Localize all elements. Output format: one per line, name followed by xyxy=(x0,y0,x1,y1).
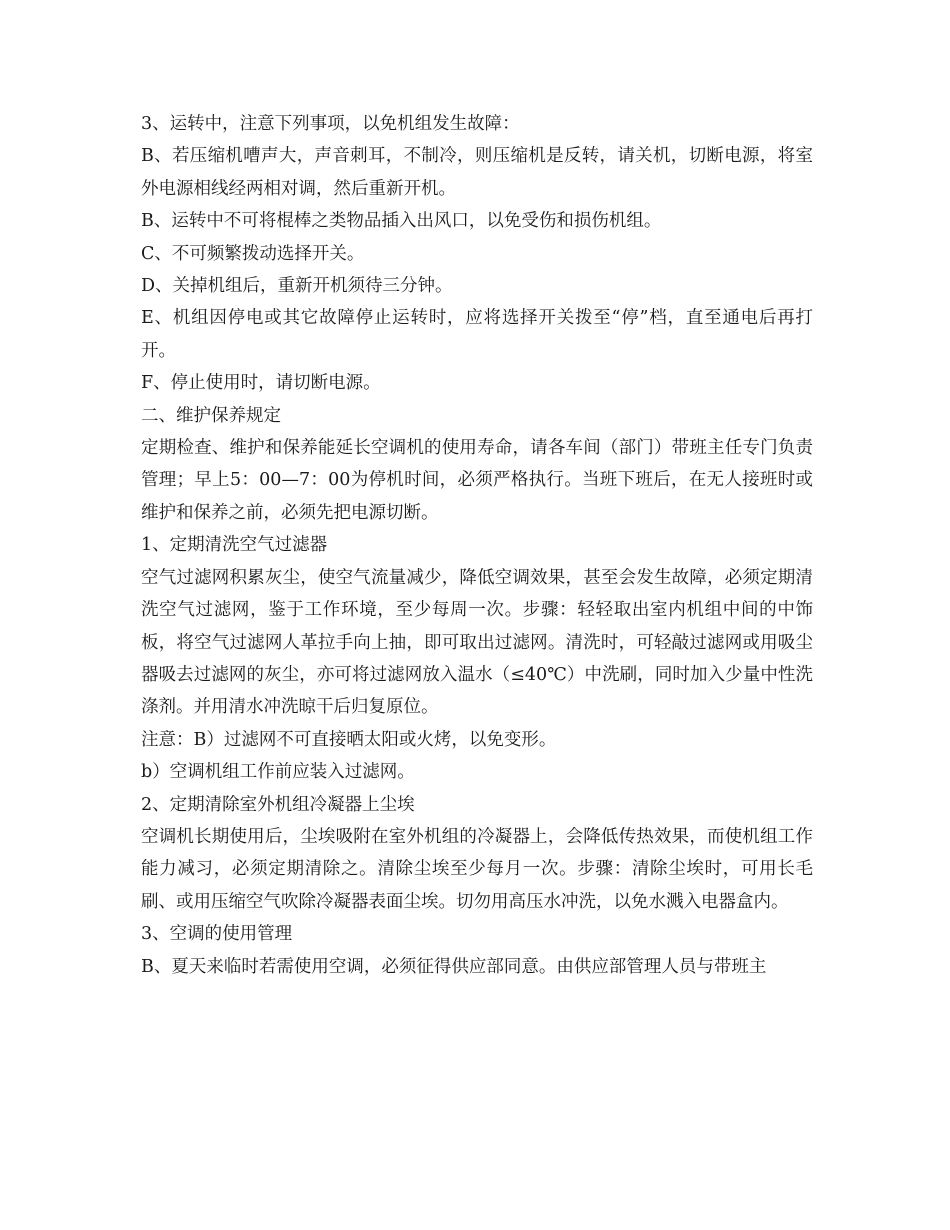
list-item-no-sticks: B、运转中不可将棍棒之类物品插入出风口，以免受伤和损伤机组。 xyxy=(141,211,662,232)
document-body xyxy=(141,108,813,983)
list-item-switch-toggle: C、不可频繁拨动选择开关。 xyxy=(141,243,365,264)
list-item-compressor-reverse: B、若压缩机嘈声大，声音刺耳，不制冷，则压缩机是反转，请关机，切断电源，将室外电源相线经两相对调，然后重新开机。 xyxy=(141,146,813,199)
list-item-power-outage: E、机组因停电或其它故障停止运转时，应将选择开关拨至“停”档，直至通电后再打开。 xyxy=(141,308,813,361)
note-filter-sun: 注意：B）过滤网不可直接晒太阳或火烤，以免变形。 xyxy=(141,729,557,750)
paragraph-maintenance-intro: 定期检查、维护和保养能延长空调机的使用寿命，请各车间（部门）带班主任专门负责管理；早上5：00—7：00为停机时间，必须严格执行。当班下班后，在无人接班时或维护和保养之前，必须先把电源切断。 xyxy=(141,438,813,523)
list-item-cut-power: F、停止使用时，请切断电源。 xyxy=(141,373,381,394)
subheading-clean-condenser: 2、定期清除室外机组冷凝器上尘埃 xyxy=(141,794,415,815)
paragraph-clean-filter: 空气过滤网积累灰尘，使空气流量减少，降低空调效果，甚至会发生故障，必须定期清洗空气过滤网，鉴于工作环境，至少每周一次。步骤：轻轻取出室内机组中间的中饰板，将空气过滤网人革拉手向上抽，即可取出过滤网。清洗时，可轻敲过滤网或用吸尘器吸去过滤网的灰尘，亦可将过滤网放入温水（≤40℃）中洗刷，同时加入少量中性洗涤剂。并用清水冲洗晾干后归复原位。 xyxy=(141,567,813,718)
subheading-usage-management: 3、空调的使用管理 xyxy=(141,924,293,945)
note-filter-install: b）空调机组工作前应装入过滤网。 xyxy=(141,762,415,783)
subheading-clean-filter: 1、定期清洗空气过滤器 xyxy=(141,535,328,556)
section-heading-operation-notes: 3、运转中，注意下列事项，以免机组发生故障： xyxy=(141,114,520,134)
paragraph-clean-condenser: 空调机长期使用后，尘埃吸附在室外机组的冷凝器上，会降低传热效果，而使机组工作能力减习，必须定期清除之。清除尘埃至少每月一次。步骤：清除尘埃时，可用长毛刷、或用压缩空气吹除冷凝器表面尘埃。切勿用高压水冲洗，以免水溅入电器盒内。 xyxy=(141,826,813,912)
paragraph-summer-usage: B、夏天来临时若需使用空调，必须征得供应部同意。由供应部管理人员与带班主 xyxy=(141,956,767,977)
list-item-restart-wait: D、关掉机组后，重新开机须待三分钟。 xyxy=(141,276,453,297)
section-heading-maintenance: 二、维护保养规定 xyxy=(141,405,281,426)
